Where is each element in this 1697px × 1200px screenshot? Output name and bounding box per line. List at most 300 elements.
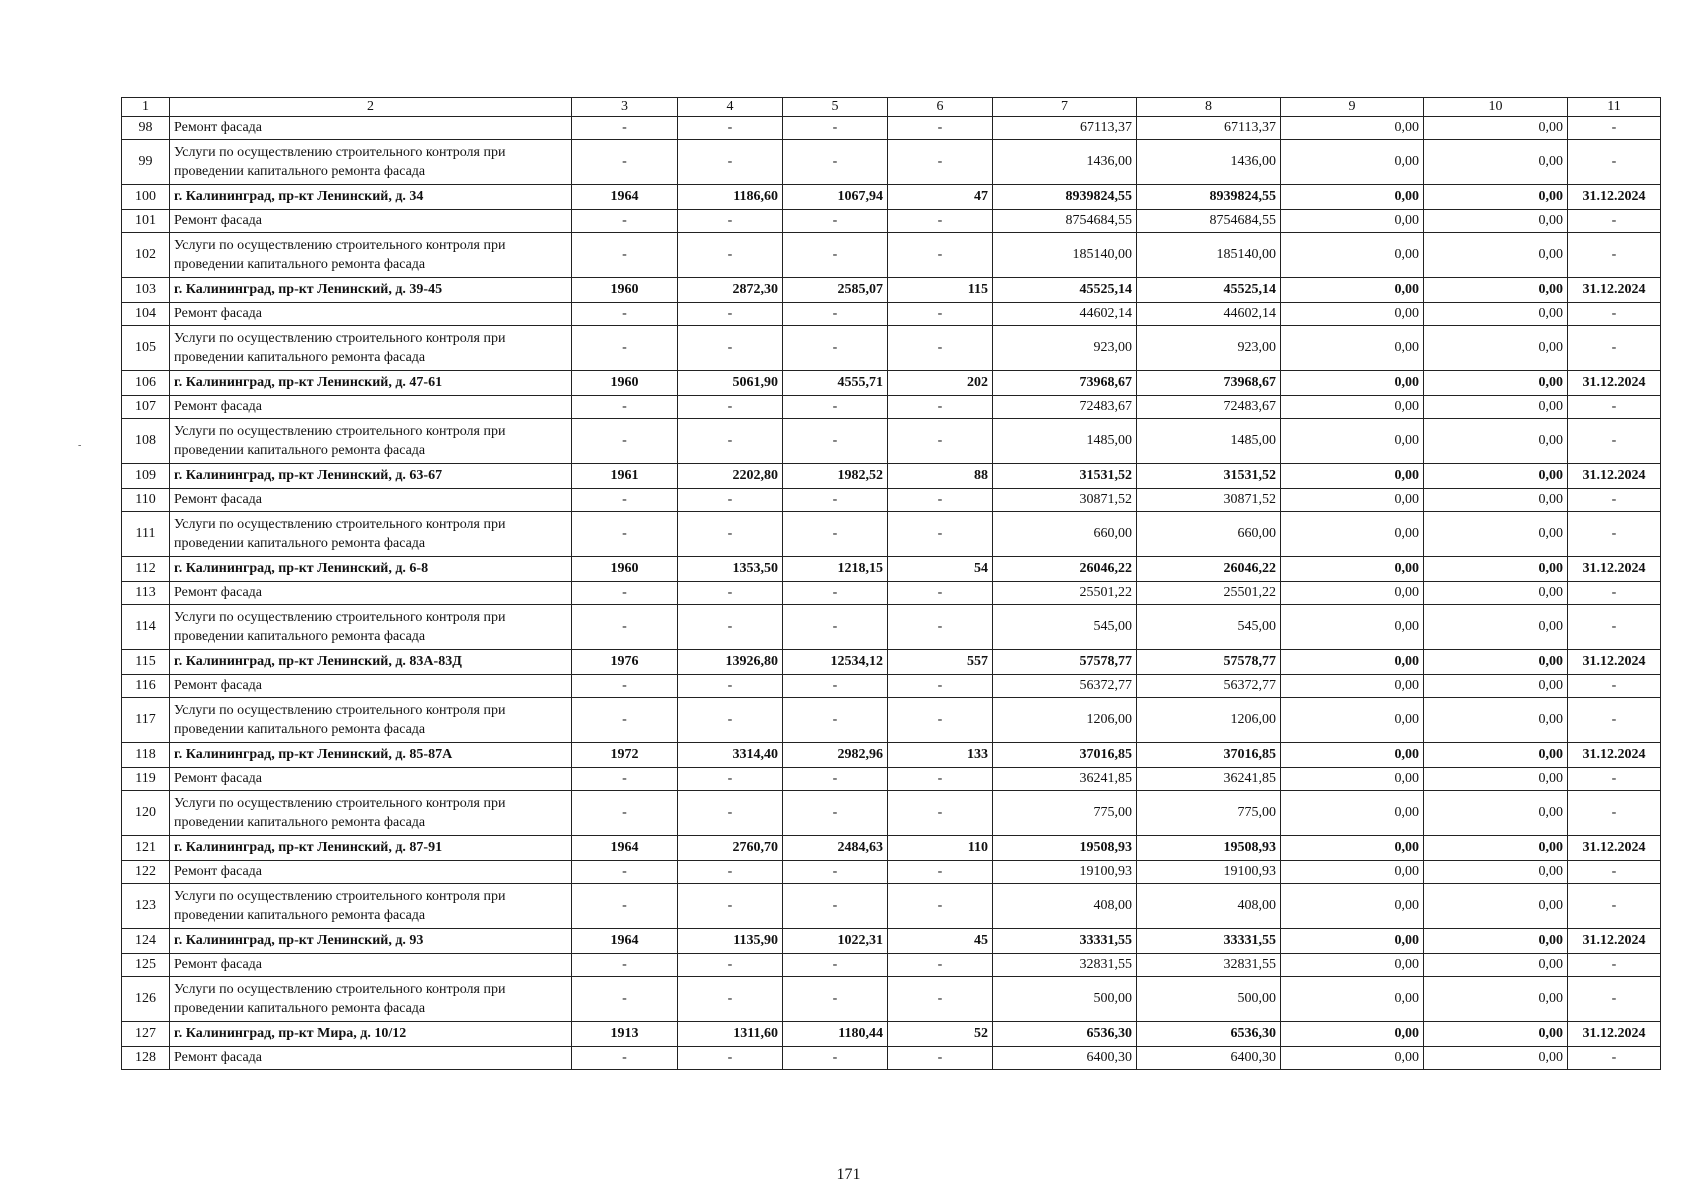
facade-repair-row bbox=[122, 768, 1661, 791]
completion-date-cell: - bbox=[1568, 117, 1661, 140]
total-cost-cell: 185140,00 bbox=[993, 233, 1137, 278]
row-number-cell: 127 bbox=[122, 1022, 170, 1047]
living-area-cell: - bbox=[783, 326, 888, 371]
item-name-cell: Услуги по осуществлению строительного контроля при проведении капитального ремонта фасада bbox=[170, 884, 572, 929]
row-number-cell: 99 bbox=[122, 140, 170, 185]
residents-count-cell: - bbox=[888, 419, 993, 464]
total-cost-cell: 923,00 bbox=[993, 326, 1137, 371]
total-cost-cell: 36241,85 bbox=[993, 768, 1137, 791]
item-name-cell: Услуги по осуществлению строительного контроля при проведении капитального ремонта фасада bbox=[170, 512, 572, 557]
completion-date-cell: - bbox=[1568, 884, 1661, 929]
budget-cost-cell: 0,00 bbox=[1281, 791, 1424, 836]
owners-cost-cell: 0,00 bbox=[1424, 929, 1568, 954]
total-cost-cell: 45525,14 bbox=[993, 278, 1137, 303]
item-name-cell: г. Калининград, пр-кт Мира, д. 10/12 bbox=[170, 1022, 572, 1047]
row-number-cell: 108 bbox=[122, 419, 170, 464]
completion-date-cell: - bbox=[1568, 977, 1661, 1022]
item-name-cell: г. Калининград, пр-кт Ленинский, д. 63-67 bbox=[170, 464, 572, 489]
year-cell: - bbox=[572, 210, 678, 233]
living-area-cell: 2484,63 bbox=[783, 836, 888, 861]
document-table-container bbox=[121, 97, 1660, 1070]
residents-count-cell: 133 bbox=[888, 743, 993, 768]
budget-cost-cell: 0,00 bbox=[1281, 419, 1424, 464]
owners-cost-cell: 0,00 bbox=[1424, 743, 1568, 768]
item-name-cell: Ремонт фасада bbox=[170, 861, 572, 884]
fund-cost-cell: 19100,93 bbox=[1137, 861, 1281, 884]
total-cost-cell: 25501,22 bbox=[993, 582, 1137, 605]
total-area-cell: - bbox=[678, 582, 783, 605]
address-row bbox=[122, 464, 1661, 489]
year-cell: - bbox=[572, 396, 678, 419]
year-cell: 1964 bbox=[572, 836, 678, 861]
completion-date-cell: - bbox=[1568, 140, 1661, 185]
owners-cost-cell: 0,00 bbox=[1424, 650, 1568, 675]
row-number-cell: 110 bbox=[122, 489, 170, 512]
budget-cost-cell: 0,00 bbox=[1281, 303, 1424, 326]
fund-cost-cell: 45525,14 bbox=[1137, 278, 1281, 303]
living-area-cell: - bbox=[783, 419, 888, 464]
budget-cost-cell: 0,00 bbox=[1281, 489, 1424, 512]
item-name-cell: Услуги по осуществлению строительного контроля при проведении капитального ремонта фасада bbox=[170, 140, 572, 185]
living-area-cell: - bbox=[783, 954, 888, 977]
year-cell: - bbox=[572, 233, 678, 278]
budget-cost-cell: 0,00 bbox=[1281, 117, 1424, 140]
fund-cost-cell: 1206,00 bbox=[1137, 698, 1281, 743]
facade-repair-row bbox=[122, 675, 1661, 698]
residents-count-cell: - bbox=[888, 512, 993, 557]
completion-date-cell: - bbox=[1568, 233, 1661, 278]
living-area-cell: - bbox=[783, 675, 888, 698]
row-number-cell: 117 bbox=[122, 698, 170, 743]
column-number-header-row bbox=[122, 98, 1661, 117]
budget-cost-cell: 0,00 bbox=[1281, 836, 1424, 861]
year-cell: 1964 bbox=[572, 929, 678, 954]
fund-cost-cell: 923,00 bbox=[1137, 326, 1281, 371]
residents-count-cell: - bbox=[888, 140, 993, 185]
living-area-cell: - bbox=[783, 233, 888, 278]
row-number-cell: 114 bbox=[122, 605, 170, 650]
fund-cost-cell: 185140,00 bbox=[1137, 233, 1281, 278]
owners-cost-cell: 0,00 bbox=[1424, 836, 1568, 861]
owners-cost-cell: 0,00 bbox=[1424, 140, 1568, 185]
row-number-cell: 109 bbox=[122, 464, 170, 489]
living-area-cell: 12534,12 bbox=[783, 650, 888, 675]
residents-count-cell: - bbox=[888, 1047, 993, 1070]
total-area-cell: - bbox=[678, 489, 783, 512]
year-cell: - bbox=[572, 419, 678, 464]
budget-cost-cell: 0,00 bbox=[1281, 464, 1424, 489]
year-cell: - bbox=[572, 117, 678, 140]
row-number-cell: 104 bbox=[122, 303, 170, 326]
year-cell: - bbox=[572, 303, 678, 326]
supervision-service-row bbox=[122, 791, 1661, 836]
total-cost-cell: 1485,00 bbox=[993, 419, 1137, 464]
item-name-cell: Ремонт фасада bbox=[170, 210, 572, 233]
residents-count-cell: 54 bbox=[888, 557, 993, 582]
total-cost-cell: 73968,67 bbox=[993, 371, 1137, 396]
residents-count-cell: 52 bbox=[888, 1022, 993, 1047]
total-cost-cell: 1206,00 bbox=[993, 698, 1137, 743]
row-number-cell: 126 bbox=[122, 977, 170, 1022]
budget-cost-cell: 0,00 bbox=[1281, 743, 1424, 768]
total-area-cell: - bbox=[678, 791, 783, 836]
owners-cost-cell: 0,00 bbox=[1424, 557, 1568, 582]
budget-cost-cell: 0,00 bbox=[1281, 605, 1424, 650]
item-name-cell: Услуги по осуществлению строительного контроля при проведении капитального ремонта фасада bbox=[170, 326, 572, 371]
supervision-service-row bbox=[122, 698, 1661, 743]
owners-cost-cell: 0,00 bbox=[1424, 954, 1568, 977]
total-area-cell: - bbox=[678, 954, 783, 977]
budget-cost-cell: 0,00 bbox=[1281, 233, 1424, 278]
page-number: 171 bbox=[836, 1166, 861, 1183]
year-cell: - bbox=[572, 675, 678, 698]
facade-repair-row bbox=[122, 489, 1661, 512]
total-cost-cell: 6536,30 bbox=[993, 1022, 1137, 1047]
facade-repair-row bbox=[122, 117, 1661, 140]
item-name-cell: г. Калининград, пр-кт Ленинский, д. 34 bbox=[170, 185, 572, 210]
total-cost-cell: 67113,37 bbox=[993, 117, 1137, 140]
owners-cost-cell: 0,00 bbox=[1424, 977, 1568, 1022]
header-cell: 6 bbox=[888, 98, 993, 117]
total-area-cell: - bbox=[678, 303, 783, 326]
fund-cost-cell: 26046,22 bbox=[1137, 557, 1281, 582]
living-area-cell: - bbox=[783, 582, 888, 605]
living-area-cell: 1022,31 bbox=[783, 929, 888, 954]
living-area-cell: - bbox=[783, 210, 888, 233]
total-area-cell: 1135,90 bbox=[678, 929, 783, 954]
item-name-cell: Ремонт фасада bbox=[170, 954, 572, 977]
year-cell: - bbox=[572, 768, 678, 791]
year-cell: - bbox=[572, 512, 678, 557]
row-number-cell: 122 bbox=[122, 861, 170, 884]
item-name-cell: Услуги по осуществлению строительного контроля при проведении капитального ремонта фасада bbox=[170, 419, 572, 464]
budget-cost-cell: 0,00 bbox=[1281, 861, 1424, 884]
total-area-cell: 2760,70 bbox=[678, 836, 783, 861]
item-name-cell: г. Калининград, пр-кт Ленинский, д. 83А-83Д bbox=[170, 650, 572, 675]
supervision-service-row bbox=[122, 419, 1661, 464]
residents-count-cell: - bbox=[888, 605, 993, 650]
total-area-cell: - bbox=[678, 512, 783, 557]
total-area-cell: - bbox=[678, 884, 783, 929]
total-cost-cell: 1436,00 bbox=[993, 140, 1137, 185]
owners-cost-cell: 0,00 bbox=[1424, 698, 1568, 743]
living-area-cell: - bbox=[783, 977, 888, 1022]
header-cell: 4 bbox=[678, 98, 783, 117]
header-cell: 2 bbox=[170, 98, 572, 117]
facade-repair-row bbox=[122, 210, 1661, 233]
completion-date-cell: - bbox=[1568, 605, 1661, 650]
completion-date-cell: - bbox=[1568, 582, 1661, 605]
year-cell: - bbox=[572, 140, 678, 185]
address-row bbox=[122, 836, 1661, 861]
fund-cost-cell: 1436,00 bbox=[1137, 140, 1281, 185]
budget-cost-cell: 0,00 bbox=[1281, 512, 1424, 557]
header-cell: 8 bbox=[1137, 98, 1281, 117]
total-cost-cell: 6400,30 bbox=[993, 1047, 1137, 1070]
living-area-cell: 1982,52 bbox=[783, 464, 888, 489]
fund-cost-cell: 408,00 bbox=[1137, 884, 1281, 929]
fund-cost-cell: 30871,52 bbox=[1137, 489, 1281, 512]
row-number-cell: 120 bbox=[122, 791, 170, 836]
header-cell: 5 bbox=[783, 98, 888, 117]
total-area-cell: - bbox=[678, 326, 783, 371]
completion-date-cell: - bbox=[1568, 768, 1661, 791]
address-row bbox=[122, 557, 1661, 582]
budget-cost-cell: 0,00 bbox=[1281, 675, 1424, 698]
completion-date-cell: 31.12.2024 bbox=[1568, 743, 1661, 768]
facade-repair-row bbox=[122, 396, 1661, 419]
item-name-cell: г. Калининград, пр-кт Ленинский, д. 47-61 bbox=[170, 371, 572, 396]
budget-cost-cell: 0,00 bbox=[1281, 278, 1424, 303]
living-area-cell: 1218,15 bbox=[783, 557, 888, 582]
facade-repair-row bbox=[122, 303, 1661, 326]
row-number-cell: 119 bbox=[122, 768, 170, 791]
residents-count-cell: 202 bbox=[888, 371, 993, 396]
row-number-cell: 115 bbox=[122, 650, 170, 675]
row-number-cell: 98 bbox=[122, 117, 170, 140]
year-cell: 1960 bbox=[572, 278, 678, 303]
living-area-cell: - bbox=[783, 303, 888, 326]
year-cell: - bbox=[572, 605, 678, 650]
total-cost-cell: 775,00 bbox=[993, 791, 1137, 836]
fund-cost-cell: 8939824,55 bbox=[1137, 185, 1281, 210]
supervision-service-row bbox=[122, 326, 1661, 371]
residents-count-cell: 557 bbox=[888, 650, 993, 675]
row-number-cell: 106 bbox=[122, 371, 170, 396]
budget-cost-cell: 0,00 bbox=[1281, 371, 1424, 396]
completion-date-cell: 31.12.2024 bbox=[1568, 371, 1661, 396]
fund-cost-cell: 545,00 bbox=[1137, 605, 1281, 650]
row-number-cell: 128 bbox=[122, 1047, 170, 1070]
total-area-cell: 2872,30 bbox=[678, 278, 783, 303]
year-cell: 1964 bbox=[572, 185, 678, 210]
owners-cost-cell: 0,00 bbox=[1424, 326, 1568, 371]
completion-date-cell: 31.12.2024 bbox=[1568, 929, 1661, 954]
residents-count-cell: - bbox=[888, 117, 993, 140]
fund-cost-cell: 500,00 bbox=[1137, 977, 1281, 1022]
year-cell: - bbox=[572, 698, 678, 743]
living-area-cell: - bbox=[783, 396, 888, 419]
completion-date-cell: - bbox=[1568, 326, 1661, 371]
owners-cost-cell: 0,00 bbox=[1424, 1047, 1568, 1070]
item-name-cell: г. Калининград, пр-кт Ленинский, д. 6-8 bbox=[170, 557, 572, 582]
total-area-cell: 1186,60 bbox=[678, 185, 783, 210]
owners-cost-cell: 0,00 bbox=[1424, 1022, 1568, 1047]
year-cell: - bbox=[572, 977, 678, 1022]
living-area-cell: - bbox=[783, 489, 888, 512]
budget-cost-cell: 0,00 bbox=[1281, 929, 1424, 954]
total-cost-cell: 32831,55 bbox=[993, 954, 1137, 977]
total-cost-cell: 72483,67 bbox=[993, 396, 1137, 419]
fund-cost-cell: 1485,00 bbox=[1137, 419, 1281, 464]
residents-count-cell: - bbox=[888, 233, 993, 278]
residents-count-cell: - bbox=[888, 791, 993, 836]
total-area-cell: - bbox=[678, 233, 783, 278]
completion-date-cell: 31.12.2024 bbox=[1568, 836, 1661, 861]
item-name-cell: Услуги по осуществлению строительного контроля при проведении капитального ремонта фасада bbox=[170, 977, 572, 1022]
item-name-cell: Ремонт фасада bbox=[170, 768, 572, 791]
row-number-cell: 121 bbox=[122, 836, 170, 861]
supervision-service-row bbox=[122, 884, 1661, 929]
living-area-cell: - bbox=[783, 768, 888, 791]
total-cost-cell: 31531,52 bbox=[993, 464, 1137, 489]
year-cell: - bbox=[572, 326, 678, 371]
owners-cost-cell: 0,00 bbox=[1424, 303, 1568, 326]
row-number-cell: 123 bbox=[122, 884, 170, 929]
fund-cost-cell: 660,00 bbox=[1137, 512, 1281, 557]
total-area-cell: 5061,90 bbox=[678, 371, 783, 396]
budget-cost-cell: 0,00 bbox=[1281, 1047, 1424, 1070]
row-number-cell: 124 bbox=[122, 929, 170, 954]
item-name-cell: Услуги по осуществлению строительного контроля при проведении капитального ремонта фасада bbox=[170, 605, 572, 650]
budget-cost-cell: 0,00 bbox=[1281, 1022, 1424, 1047]
completion-date-cell: - bbox=[1568, 303, 1661, 326]
owners-cost-cell: 0,00 bbox=[1424, 489, 1568, 512]
total-cost-cell: 44602,14 bbox=[993, 303, 1137, 326]
fund-cost-cell: 6400,30 bbox=[1137, 1047, 1281, 1070]
completion-date-cell: - bbox=[1568, 512, 1661, 557]
supervision-service-row bbox=[122, 233, 1661, 278]
item-name-cell: Ремонт фасада bbox=[170, 303, 572, 326]
living-area-cell: - bbox=[783, 512, 888, 557]
address-row bbox=[122, 371, 1661, 396]
living-area-cell: - bbox=[783, 1047, 888, 1070]
completion-date-cell: 31.12.2024 bbox=[1568, 1022, 1661, 1047]
row-number-cell: 111 bbox=[122, 512, 170, 557]
row-number-cell: 107 bbox=[122, 396, 170, 419]
row-number-cell: 112 bbox=[122, 557, 170, 582]
living-area-cell: 1180,44 bbox=[783, 1022, 888, 1047]
owners-cost-cell: 0,00 bbox=[1424, 512, 1568, 557]
year-cell: - bbox=[572, 861, 678, 884]
address-row bbox=[122, 650, 1661, 675]
owners-cost-cell: 0,00 bbox=[1424, 464, 1568, 489]
owners-cost-cell: 0,00 bbox=[1424, 791, 1568, 836]
fund-cost-cell: 31531,52 bbox=[1137, 464, 1281, 489]
fund-cost-cell: 36241,85 bbox=[1137, 768, 1281, 791]
item-name-cell: Услуги по осуществлению строительного контроля при проведении капитального ремонта фасада bbox=[170, 791, 572, 836]
total-area-cell: - bbox=[678, 1047, 783, 1070]
year-cell: - bbox=[572, 791, 678, 836]
total-area-cell: - bbox=[678, 977, 783, 1022]
year-cell: 1913 bbox=[572, 1022, 678, 1047]
header-cell: 1 bbox=[122, 98, 170, 117]
owners-cost-cell: 0,00 bbox=[1424, 884, 1568, 929]
header-cell: 11 bbox=[1568, 98, 1661, 117]
completion-date-cell: - bbox=[1568, 791, 1661, 836]
residents-count-cell: 110 bbox=[888, 836, 993, 861]
budget-cost-cell: 0,00 bbox=[1281, 210, 1424, 233]
total-cost-cell: 26046,22 bbox=[993, 557, 1137, 582]
residents-count-cell: 47 bbox=[888, 185, 993, 210]
item-name-cell: Услуги по осуществлению строительного контроля при проведении капитального ремонта фасада bbox=[170, 698, 572, 743]
fund-cost-cell: 56372,77 bbox=[1137, 675, 1281, 698]
total-area-cell: - bbox=[678, 396, 783, 419]
total-cost-cell: 19508,93 bbox=[993, 836, 1137, 861]
owners-cost-cell: 0,00 bbox=[1424, 396, 1568, 419]
completion-date-cell: 31.12.2024 bbox=[1568, 464, 1661, 489]
total-area-cell: - bbox=[678, 210, 783, 233]
residents-count-cell: - bbox=[888, 954, 993, 977]
residents-count-cell: - bbox=[888, 303, 993, 326]
header-cell: 9 bbox=[1281, 98, 1424, 117]
total-area-cell: - bbox=[678, 419, 783, 464]
fund-cost-cell: 67113,37 bbox=[1137, 117, 1281, 140]
total-cost-cell: 30871,52 bbox=[993, 489, 1137, 512]
budget-cost-cell: 0,00 bbox=[1281, 977, 1424, 1022]
supervision-service-row bbox=[122, 512, 1661, 557]
row-number-cell: 102 bbox=[122, 233, 170, 278]
residents-count-cell: - bbox=[888, 396, 993, 419]
owners-cost-cell: 0,00 bbox=[1424, 419, 1568, 464]
total-area-cell: - bbox=[678, 861, 783, 884]
table-body bbox=[122, 98, 1661, 1070]
residents-count-cell: - bbox=[888, 698, 993, 743]
budget-cost-cell: 0,00 bbox=[1281, 954, 1424, 977]
completion-date-cell: - bbox=[1568, 489, 1661, 512]
completion-date-cell: 31.12.2024 bbox=[1568, 650, 1661, 675]
residents-count-cell: - bbox=[888, 675, 993, 698]
fund-cost-cell: 32831,55 bbox=[1137, 954, 1281, 977]
total-area-cell: - bbox=[678, 698, 783, 743]
fund-cost-cell: 73968,67 bbox=[1137, 371, 1281, 396]
fund-cost-cell: 37016,85 bbox=[1137, 743, 1281, 768]
total-cost-cell: 19100,93 bbox=[993, 861, 1137, 884]
row-number-cell: 125 bbox=[122, 954, 170, 977]
item-name-cell: г. Калининград, пр-кт Ленинский, д. 39-45 bbox=[170, 278, 572, 303]
living-area-cell: 1067,94 bbox=[783, 185, 888, 210]
row-number-cell: 105 bbox=[122, 326, 170, 371]
total-area-cell: 2202,80 bbox=[678, 464, 783, 489]
owners-cost-cell: 0,00 bbox=[1424, 185, 1568, 210]
header-cell: 10 bbox=[1424, 98, 1568, 117]
living-area-cell: - bbox=[783, 791, 888, 836]
living-area-cell: 2982,96 bbox=[783, 743, 888, 768]
owners-cost-cell: 0,00 bbox=[1424, 278, 1568, 303]
completion-date-cell: - bbox=[1568, 1047, 1661, 1070]
item-name-cell: Ремонт фасада bbox=[170, 582, 572, 605]
fund-cost-cell: 25501,22 bbox=[1137, 582, 1281, 605]
item-name-cell: Ремонт фасада bbox=[170, 396, 572, 419]
residents-count-cell: - bbox=[888, 977, 993, 1022]
supervision-service-row bbox=[122, 605, 1661, 650]
facade-repair-row bbox=[122, 582, 1661, 605]
total-cost-cell: 37016,85 bbox=[993, 743, 1137, 768]
year-cell: - bbox=[572, 884, 678, 929]
address-row bbox=[122, 185, 1661, 210]
owners-cost-cell: 0,00 bbox=[1424, 210, 1568, 233]
address-row bbox=[122, 1022, 1661, 1047]
total-cost-cell: 545,00 bbox=[993, 605, 1137, 650]
row-number-cell: 100 bbox=[122, 185, 170, 210]
supervision-service-row bbox=[122, 140, 1661, 185]
residents-count-cell: - bbox=[888, 884, 993, 929]
address-row bbox=[122, 929, 1661, 954]
facade-repair-row bbox=[122, 1047, 1661, 1070]
total-area-cell: 13926,80 bbox=[678, 650, 783, 675]
scan-mark: - bbox=[78, 440, 82, 451]
completion-date-cell: - bbox=[1568, 396, 1661, 419]
total-cost-cell: 33331,55 bbox=[993, 929, 1137, 954]
fund-cost-cell: 19508,93 bbox=[1137, 836, 1281, 861]
repair-cost-table bbox=[121, 97, 1661, 1070]
item-name-cell: г. Калининград, пр-кт Ленинский, д. 93 bbox=[170, 929, 572, 954]
year-cell: 1960 bbox=[572, 371, 678, 396]
budget-cost-cell: 0,00 bbox=[1281, 326, 1424, 371]
fund-cost-cell: 8754684,55 bbox=[1137, 210, 1281, 233]
total-area-cell: 1311,60 bbox=[678, 1022, 783, 1047]
total-cost-cell: 8754684,55 bbox=[993, 210, 1137, 233]
